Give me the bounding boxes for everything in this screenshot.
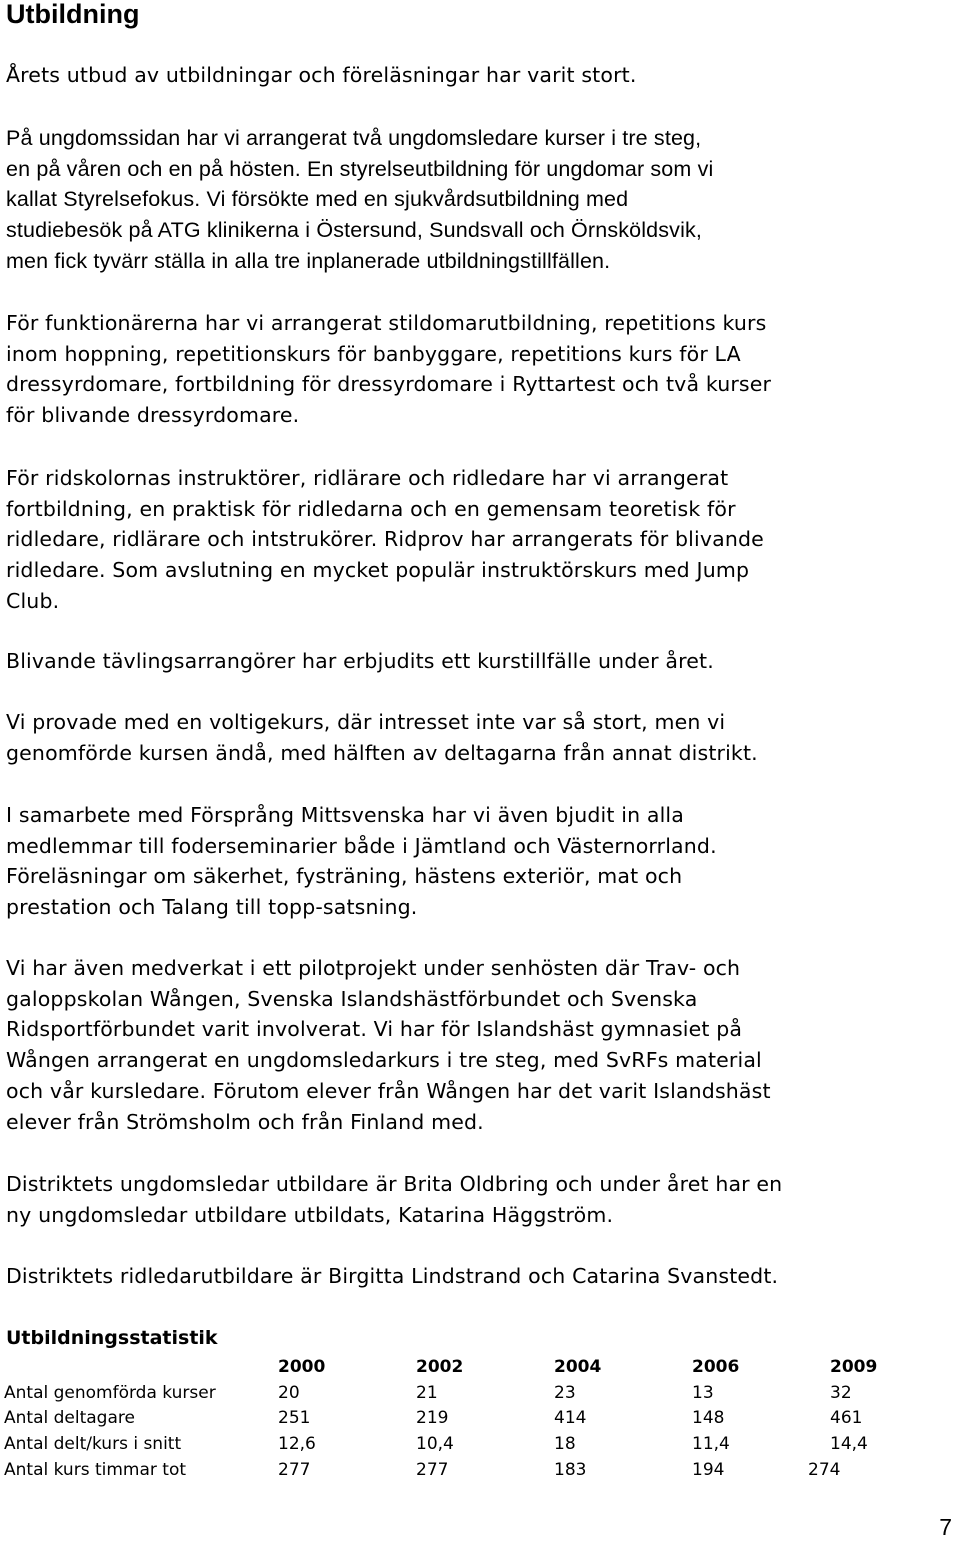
table-cell: 23	[554, 1382, 576, 1403]
page-number: 7	[939, 1514, 952, 1540]
text-line: elever från Strömsholm och från Finland med.	[6, 1109, 484, 1134]
table-row	[4, 1431, 910, 1457]
stats-year: 2009	[830, 1356, 878, 1377]
table-row	[4, 1380, 910, 1406]
table-cell: 10,4	[416, 1433, 454, 1454]
table-cell: 277	[278, 1459, 311, 1480]
paragraph-officials	[6, 308, 956, 431]
text-line: dressyrdomare, fortbildning för dressyrdomare i Ryttartest och två kurser	[6, 372, 772, 397]
text-line: fortbildning, en praktisk för ridledarna och en gemensam teoretisk för	[6, 496, 736, 521]
table-row	[4, 1405, 910, 1431]
stats-header-blank	[4, 1354, 278, 1380]
text-line: Föreläsningar om säkerhet, fysträning, hästens exteriör, mat och	[6, 864, 683, 889]
text-line: Vi har även medverkat i ett pilotprojekt under senhösten där Trav- och	[6, 956, 741, 980]
paragraph-riding-leader-trainer	[6, 1261, 956, 1292]
table-cell: 13	[692, 1382, 714, 1403]
table-cell: 461	[830, 1408, 863, 1429]
paragraph-intro	[6, 60, 956, 91]
text-line: medlemmar till foderseminarier både i Jämtland och Västernorrland.	[6, 833, 717, 858]
row-label: Antal deltagare	[4, 1408, 135, 1429]
text-line: På ungdomssidan har vi arrangerat två ungdomsledare kurser i tre steg,	[6, 126, 702, 150]
table-cell: 277	[416, 1459, 449, 1480]
text-line: för blivande dressyrdomare.	[6, 403, 300, 428]
stats-table	[4, 1354, 910, 1482]
text-line: För ridskolornas instruktörer, ridlärare och ridledare har vi arrangerat	[6, 466, 729, 490]
table-cell: 251	[278, 1408, 311, 1429]
text-line: ny ungdomsledar utbildare utbildats, Katarina Häggström.	[6, 1202, 614, 1227]
text-line: Ridsportförbundet varit involverat. Vi har för Islandshäst gymnasiet på	[6, 1017, 743, 1042]
table-cell: 219	[416, 1408, 449, 1429]
text-line: Blivande tävlingsarrangörer har erbjudits ett kurstillfälle under året.	[6, 649, 714, 673]
text-line: Wången arrangerat en ungdomsledarkurs i tre steg, med SvRFs material	[6, 1048, 762, 1073]
text-line: För funktionärerna har vi arrangerat stildomarutbildning, repetitions kurs	[6, 311, 767, 335]
text-line: Club.	[6, 588, 60, 613]
table-cell: 194	[692, 1459, 725, 1480]
stats-year: 2006	[692, 1356, 740, 1377]
text-line: och vår kursledare. Förutom elever från Wången har det varit Islandshäst	[6, 1078, 771, 1103]
paragraph-youth-trainer	[6, 1169, 956, 1230]
table-cell: 20	[278, 1382, 300, 1403]
table-cell: 12,6	[278, 1433, 316, 1454]
table-cell: 32	[830, 1382, 852, 1403]
table-cell: 11,4	[692, 1433, 730, 1454]
text-line: Distriktets ungdomsledar utbildare är Brita Oldbring och under året har en	[6, 1172, 783, 1196]
text-line: I samarbete med Försprång Mittsvenska har vi även bjudit in alla	[6, 803, 684, 827]
paragraph-riding-schools	[6, 463, 956, 617]
table-cell: 21	[416, 1382, 438, 1403]
text-line: ridledare. Som avslutning en mycket populär instruktörskurs med Jump	[6, 558, 750, 583]
text-line: galoppskolan Wången, Svenska Islandshästförbundet och Svenska	[6, 986, 698, 1011]
table-cell: 274	[808, 1459, 841, 1480]
text-line: Distriktets ridledarutbildare är Birgitta Lindstrand och Catarina Svanstedt.	[6, 1264, 779, 1288]
stats-header-row	[4, 1354, 910, 1380]
text-line: Vi provade med en voltigekurs, där intresset inte var så stort, men vi	[6, 710, 726, 734]
paragraph-pilot-project	[6, 953, 956, 1137]
section-heading: Utbildning	[6, 0, 140, 29]
text-line: kallat Styrelsefokus. Vi försökte med en sjukvårdsutbildning med	[6, 187, 629, 212]
paragraph-cooperation	[6, 800, 956, 923]
table-cell: 183	[554, 1459, 587, 1480]
row-label: Antal delt/kurs i snitt	[4, 1433, 182, 1454]
table-row	[4, 1457, 910, 1483]
stats-heading: Utbildningsstatistik	[6, 1327, 218, 1349]
paragraph-youth	[6, 123, 956, 277]
paragraph-vaulting	[6, 707, 956, 768]
text-line: genomförde kursen ändå, med hälften av deltagarna från annat distrikt.	[6, 740, 758, 765]
text-line: prestation och Talang till topp-satsning.	[6, 895, 418, 920]
text-line: inom hoppning, repetitionskurs för banbyggare, repetitions kurs för LA	[6, 341, 741, 366]
paragraph-competition-organizers	[6, 646, 956, 677]
table-cell: 18	[554, 1433, 576, 1454]
stats-year: 2000	[278, 1356, 326, 1377]
text-line: en på våren och en på hösten. En styrelseutbildning för ungdomar som vi	[6, 156, 714, 181]
row-label: Antal kurs timmar tot	[4, 1459, 187, 1480]
text-line: studiebesök på ATG klinikerna i Östersund, Sundsvall och Örnsköldsvik,	[6, 218, 703, 243]
text-line: Årets utbud av utbildningar och föreläsningar har varit stort.	[6, 63, 637, 87]
table-cell: 148	[692, 1408, 725, 1429]
text-line: ridledare, ridlärare och intstrukörer. Ridprov har arrangerats för blivande	[6, 527, 764, 552]
table-cell: 414	[554, 1408, 587, 1429]
stats-year: 2002	[416, 1356, 464, 1377]
table-cell: 14,4	[830, 1433, 868, 1454]
text-line: men fick tyvärr ställa in alla tre inplanerade utbildningstillfällen.	[6, 248, 611, 273]
stats-year: 2004	[554, 1356, 602, 1377]
row-label: Antal genomförda kurser	[4, 1382, 216, 1403]
